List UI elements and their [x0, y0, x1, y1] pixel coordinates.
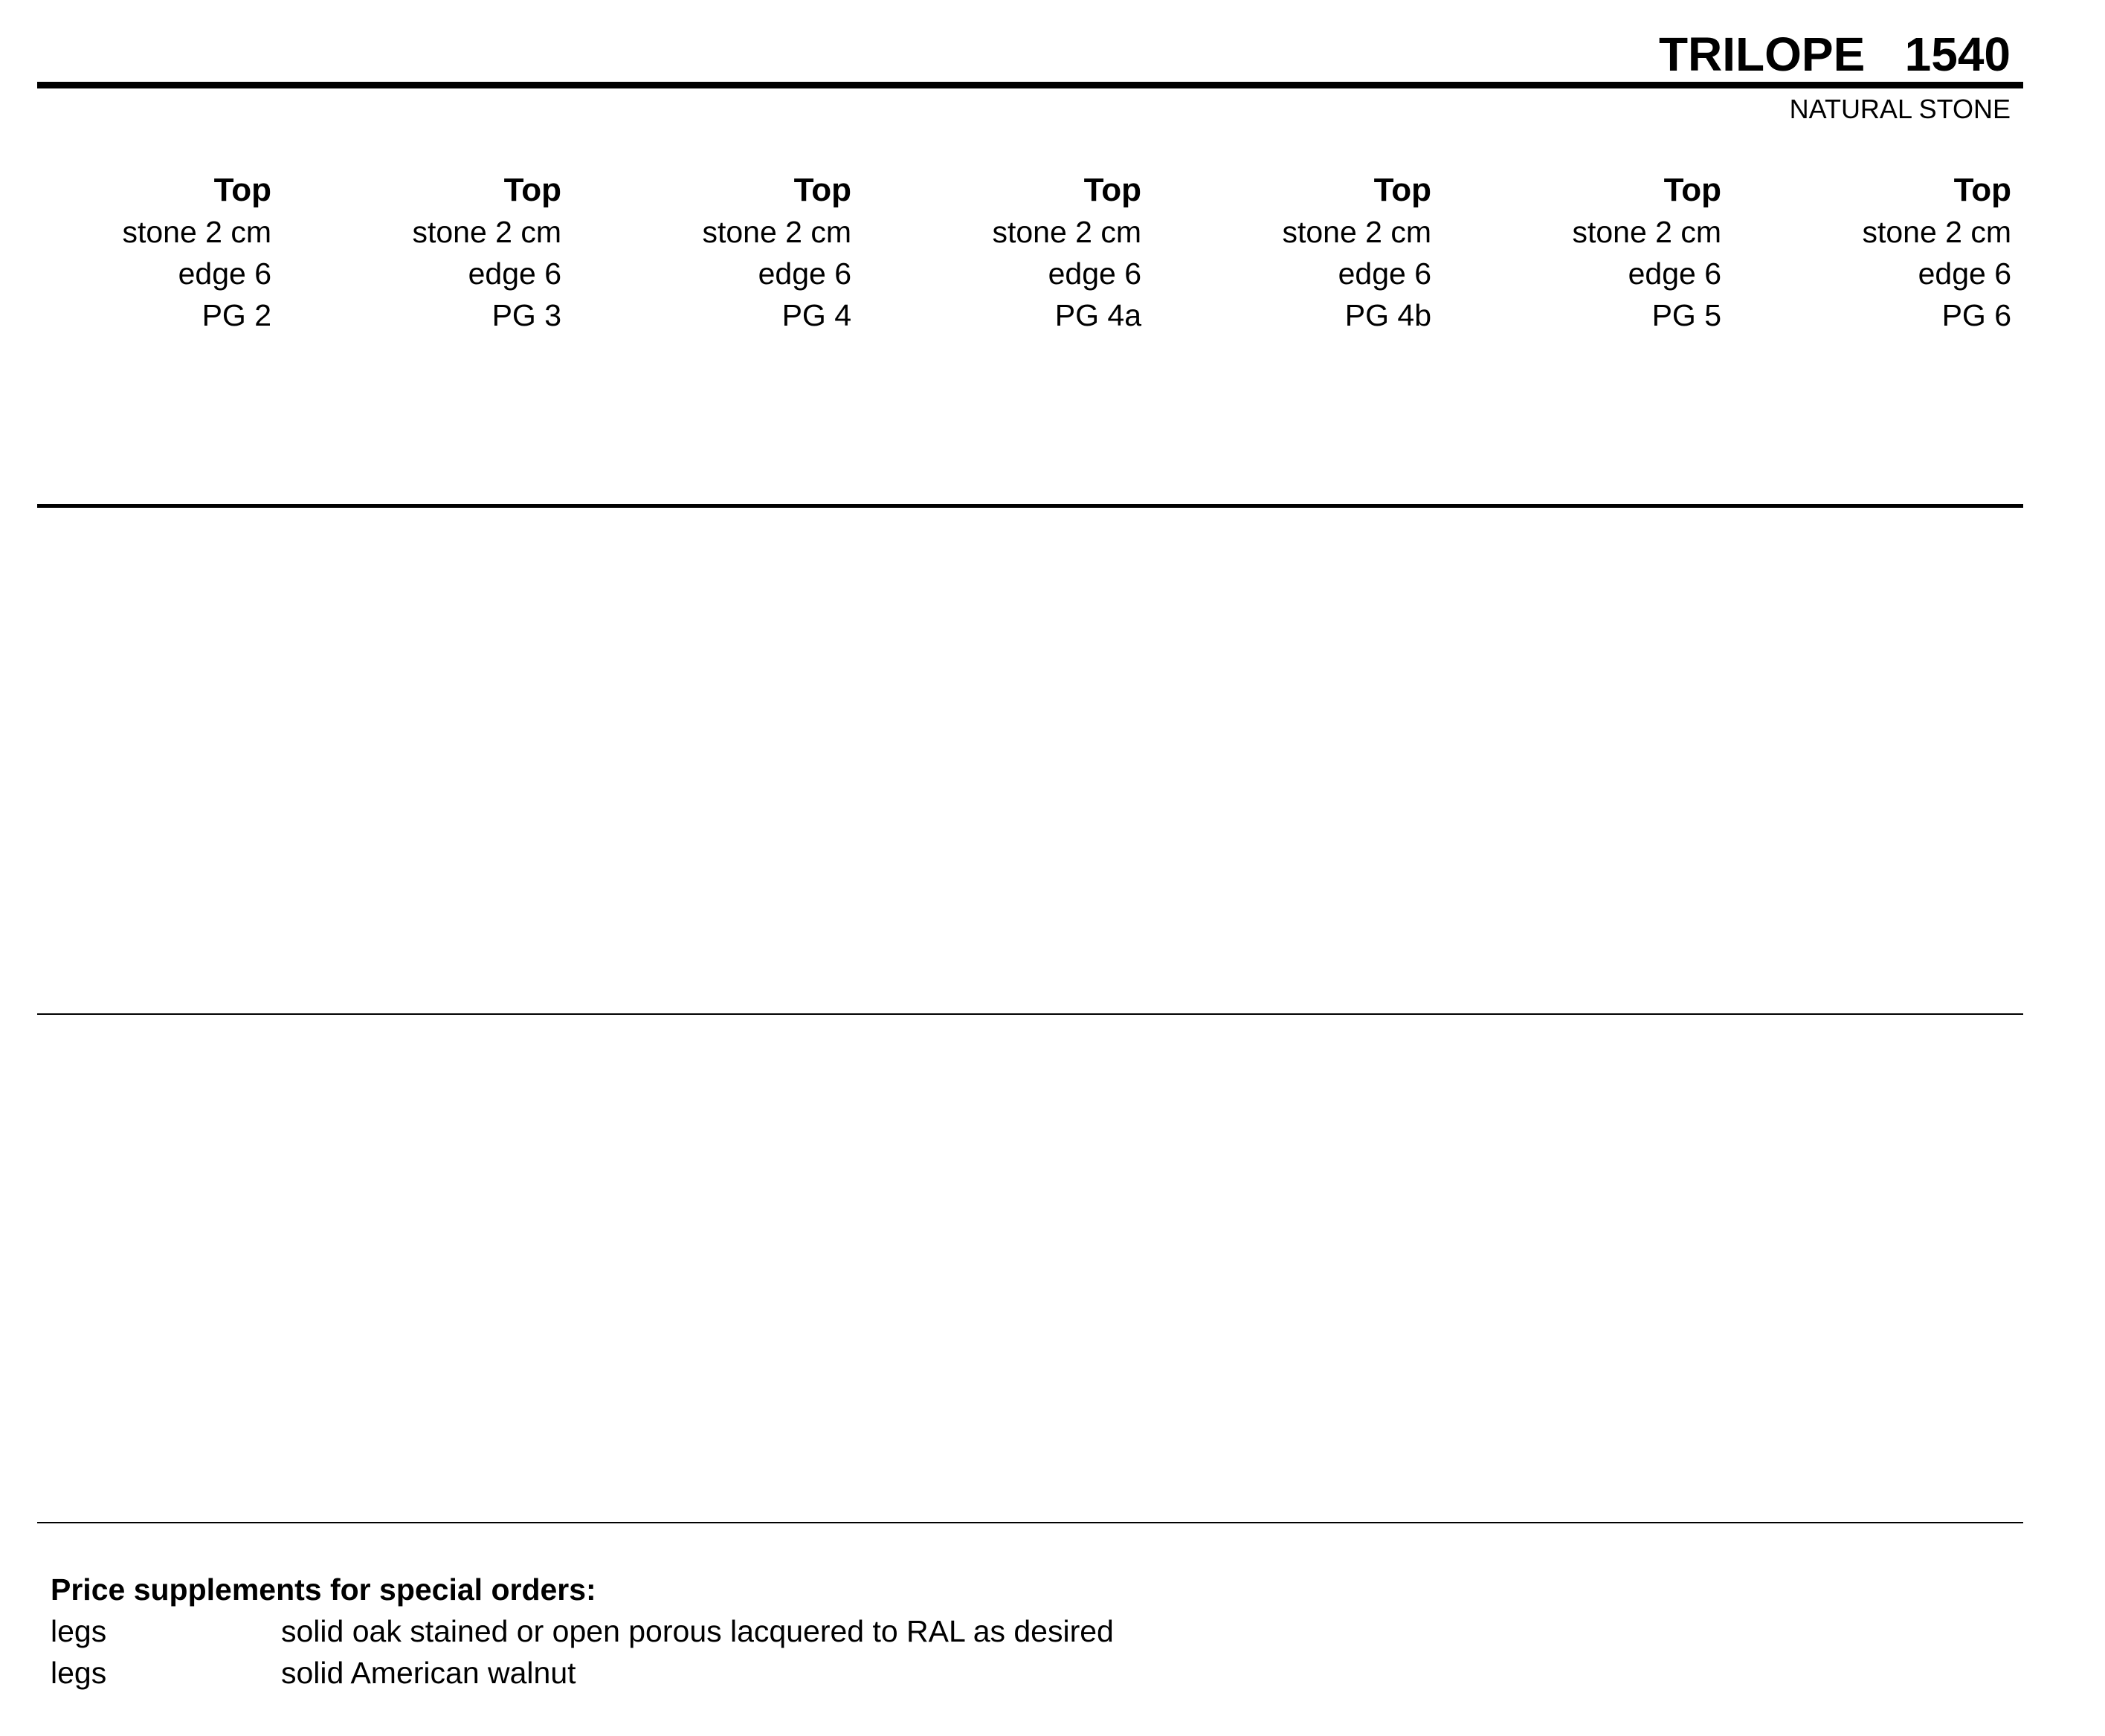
material-spec: stone 2 cm	[702, 215, 851, 249]
price-group: PG 5	[1651, 298, 1721, 332]
column-heading: Top	[793, 172, 851, 208]
supplement-item: legs	[51, 1656, 107, 1690]
material-spec: stone 2 cm	[1572, 215, 1721, 249]
material-spec: stone 2 cm	[992, 215, 1141, 249]
price-column-pg5	[1469, 170, 1721, 336]
supplement-item: legs	[51, 1614, 107, 1648]
product-title: TRILOPE 1540	[1658, 28, 2011, 81]
edge-spec: edge 6	[758, 256, 851, 291]
edge-spec: edge 6	[1048, 256, 1141, 291]
price-column-pg4b	[1179, 170, 1431, 336]
price-column-pg6	[1759, 170, 2011, 336]
product-category: NATURAL STONE	[1789, 94, 2011, 124]
price-column-pg4	[599, 170, 851, 336]
header-rule	[37, 82, 2023, 88]
price-group: PG 4	[781, 298, 851, 332]
column-heading: Top	[1373, 172, 1431, 208]
supplement-description: solid oak stained or open porous lacquered to RAL as desired	[281, 1614, 1114, 1648]
column-heading: Top	[213, 172, 271, 208]
price-group: PG 2	[202, 298, 271, 332]
edge-spec: edge 6	[178, 256, 271, 291]
section-divider	[37, 1013, 2023, 1015]
supplements-heading: Price supplements for special orders:	[51, 1572, 596, 1607]
price-group: PG 4a	[1054, 298, 1141, 332]
edge-spec: edge 6	[1918, 256, 2011, 291]
section-divider	[37, 1522, 2023, 1523]
price-group: PG 4b	[1344, 298, 1431, 332]
material-spec: stone 2 cm	[122, 215, 271, 249]
supplement-description: solid American walnut	[281, 1656, 576, 1690]
material-spec: stone 2 cm	[1862, 215, 2011, 249]
material-spec: stone 2 cm	[1282, 215, 1431, 249]
price-group: PG 3	[491, 298, 561, 332]
edge-spec: edge 6	[1628, 256, 1721, 291]
column-heading: Top	[1663, 172, 1721, 208]
edge-spec: edge 6	[1338, 256, 1431, 291]
price-column-pg3	[309, 170, 561, 336]
column-heading: Top	[1953, 172, 2011, 208]
material-spec: stone 2 cm	[412, 215, 561, 249]
price-column-pg2	[19, 170, 271, 336]
column-heading: Top	[503, 172, 561, 208]
edge-spec: edge 6	[468, 256, 561, 291]
price-column-pg4a	[889, 170, 1141, 336]
table-header-rule	[37, 504, 2023, 508]
price-group: PG 6	[1941, 298, 2011, 332]
column-heading: Top	[1083, 172, 1141, 208]
